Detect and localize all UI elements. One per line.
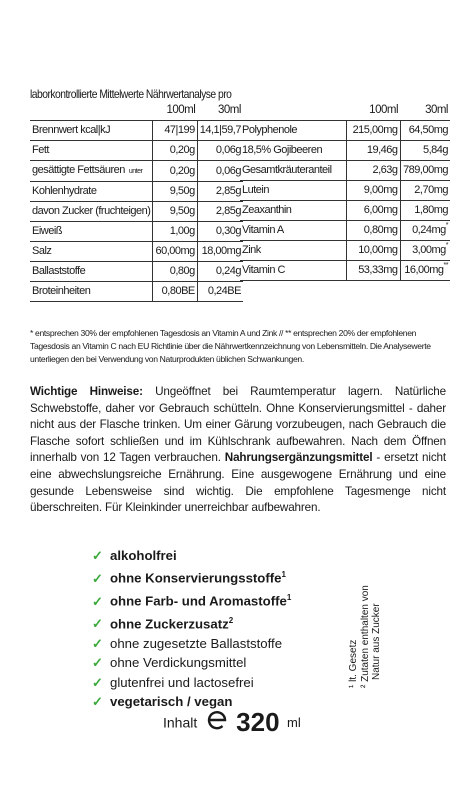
row-label-text: Fett (32, 144, 49, 156)
row-label (30, 141, 153, 161)
row-label (240, 161, 346, 181)
row-label (30, 242, 153, 262)
value-30ml-text: 1,80mg (414, 204, 448, 216)
table-header-row (240, 101, 450, 121)
value-30ml-text: 789,00mg (403, 164, 448, 176)
value-30ml (400, 221, 450, 241)
checklist-item (92, 565, 362, 588)
row-label (30, 182, 153, 202)
supplement-title: Nahrungsergänzungsmittel (224, 451, 373, 465)
value-30ml (197, 282, 243, 302)
checklist-item (92, 611, 362, 634)
value-30ml (197, 161, 243, 182)
row-label (240, 221, 346, 241)
nutrition-heading: laborkontrollierte Mittelwerte Nährwertanalyse pro (30, 87, 232, 101)
hints-text: Ungeöffnet bei Raumtemperatur lagern. Natürliche Schwebstoffe, daher vor Gebrauch schütteln. Ohne Konservierungsmittel - daher nicht aus der Flasche trinken. Um einer Gärung vorzubeugen, nach Gebrauch die Flasche sofort schließen und im Kühlschrank aufbewahren. Nach dem Öffnen innerhalb von 12 Tagen verbrauchen. (30, 385, 447, 465)
side-footnotes (348, 585, 383, 688)
value-30ml (400, 121, 450, 141)
table-row (240, 181, 450, 201)
value-100ml: 60,00mg (153, 242, 197, 262)
hints-title: Wichtige Hinweise: (30, 385, 143, 398)
row-label (30, 202, 153, 222)
value-30ml (197, 121, 243, 141)
table-row (240, 121, 450, 141)
table-row (30, 262, 243, 282)
nutrition-table-right (240, 101, 450, 281)
row-label-text: Lutein (242, 184, 269, 196)
row-label-text: Vitamin A (242, 224, 284, 236)
value-100ml: 0,20g (153, 161, 197, 182)
row-label-text: Broteinheiten (32, 285, 91, 297)
checklist-item (92, 673, 362, 692)
row-label-text: Zink (242, 244, 261, 256)
value-30ml (197, 262, 243, 282)
row-label-text: Vitamin C (242, 264, 285, 276)
side-footnote-1: ¹ lt. Gesetz (348, 639, 359, 688)
checklist-item (92, 546, 362, 565)
value-100ml: 9,00mg (346, 181, 400, 201)
row-label-note: unter (128, 168, 143, 175)
value-30ml (197, 242, 243, 262)
check-mark-icon: ✓ (92, 548, 104, 563)
table-row (240, 201, 450, 221)
row-label (30, 161, 153, 182)
volume-value: 320 (236, 707, 280, 737)
checklist-item-text: alkoholfrei (110, 548, 177, 563)
supplement-text: - ersetzt nicht eine abwechslungsreiche Ernährung. Eine ausgewogene Ernährung und eine gesunde Lebensweise sind wichtig. Die empfohlene Tagesmenge nicht überschreiten. Für Kleinkinder unerreichbar aufbewahren. (30, 451, 446, 515)
row-label-text: davon Zucker (fruchteigen) (32, 205, 151, 217)
value-30ml (400, 261, 450, 281)
value-30ml-text: 3,00mg (412, 244, 446, 256)
value-30ml (400, 241, 450, 261)
side-footnote-2-cont: Natur aus Zucker (371, 603, 382, 680)
value-30ml-text: 0,24BE (207, 285, 241, 297)
value-30ml-text: 16,00mg (404, 264, 444, 276)
content-volume (163, 707, 301, 738)
row-label (30, 121, 153, 141)
value-30ml (400, 201, 450, 221)
value-100ml: 0,80BE (153, 282, 197, 302)
value-100ml: 9,50g (153, 202, 197, 222)
row-label-text: Ballaststoffe (32, 265, 86, 277)
value-30ml (400, 181, 450, 201)
checklist-item-text: glutenfrei und lactosefrei (110, 674, 254, 690)
row-label (240, 121, 346, 141)
table-header-row (30, 101, 243, 121)
row-label-text: Brennwert kcal|kJ (32, 124, 111, 136)
row-label (240, 181, 346, 201)
value-30ml (197, 141, 243, 161)
checklist-item-text: ohne Zuckerzusatz (110, 616, 229, 632)
check-mark-icon: ✓ (92, 616, 104, 632)
table-row (240, 261, 450, 281)
value-30ml-text: 18,00mg (201, 245, 241, 257)
value-footnote-mark: * (445, 222, 448, 229)
value-30ml (197, 182, 243, 202)
check-mark-icon: ✓ (92, 674, 104, 690)
table-row (30, 282, 243, 302)
row-label-text: Salz (32, 245, 52, 257)
row-label-text: Gesamtkräuteranteil (242, 164, 332, 176)
estimated-sign-icon (206, 709, 228, 736)
row-label (240, 141, 346, 161)
table-header-cell: 30ml (218, 104, 241, 116)
table-row (30, 182, 243, 202)
check-mark-icon: ✓ (92, 570, 104, 586)
table-header-cell: 30ml (425, 104, 448, 116)
value-100ml: 19,46g (346, 141, 400, 161)
table-row (30, 141, 243, 161)
table-header-cell: 100ml (166, 104, 196, 116)
row-label-text: Eiweiß (32, 225, 63, 237)
checklist-item-footnote: 1 (281, 570, 286, 580)
value-30ml-text: 2,85g (215, 185, 241, 197)
value-100ml: 10,00mg (346, 241, 400, 261)
checklist-item-text: ohne zugesetzte Ballaststoffe (110, 635, 283, 651)
value-30ml-text: 0,06g (215, 144, 241, 156)
checklist-item-text: ohne Farb- und Aromastoffe (110, 593, 287, 609)
value-100ml: 2,63g (346, 161, 400, 181)
row-label-text: gesättigte Fettsäuren (32, 164, 125, 176)
value-30ml (400, 161, 450, 181)
feature-checklist (92, 546, 362, 711)
check-mark-icon: ✓ (92, 593, 104, 609)
row-label-text: Kohlenhydrate (32, 185, 97, 197)
value-30ml-text: 0,30g (215, 225, 241, 237)
value-30ml (400, 141, 450, 161)
value-100ml: 53,33mg (346, 261, 400, 281)
value-footnote-mark: ** (443, 262, 448, 269)
checklist-item (92, 588, 362, 611)
check-mark-icon: ✓ (92, 635, 104, 651)
value-100ml: 0,80g (153, 262, 197, 282)
row-label (30, 282, 153, 302)
footnote: * entsprechen 30% der empfohlenen Tagesdosis an Vitamin A und Zink // ** entsprechen 20% der empfohlenen Tagesdosis an Vitamin C nach EU Richtlinie über die Nährwertkennzeichnung von Lebensmitteln. Die Analysewerte unterliegen den bei Verwendung von Naturprodukten üblichen Schwankungen. (30, 328, 431, 364)
value-30ml (197, 222, 243, 242)
checklist-item (92, 634, 362, 653)
table-row (30, 121, 243, 141)
value-30ml-text: 2,70mg (414, 184, 448, 196)
table-row (30, 222, 243, 242)
checklist-item-text: ohne Konservierungsstoffe (110, 570, 282, 586)
important-notes (30, 384, 446, 517)
value-100ml: 9,50g (153, 182, 197, 202)
table-header-blank (30, 101, 153, 121)
table-header-cell: 100ml (369, 104, 398, 116)
checklist-item-footnote: 2 (228, 616, 234, 625)
table-header-blank (240, 101, 346, 121)
value-30ml-text: 2,85g (215, 205, 241, 217)
content-label: Inhalt (163, 714, 198, 731)
check-mark-icon: ✓ (92, 655, 104, 671)
value-footnote-mark: * (445, 242, 448, 249)
row-label-text: Polyphenole (242, 124, 298, 136)
row-label-text: Zeaxanthin (242, 204, 292, 216)
value-30ml-text: 0,06g (215, 164, 241, 177)
table-row (240, 221, 450, 241)
side-footnote-2: ² Zutaten enthalten von (359, 585, 371, 688)
value-100ml: 6,00mg (346, 201, 400, 221)
checklist-item-text: ohne Verdickungsmittel (110, 655, 247, 671)
table-row (30, 242, 243, 262)
volume-unit: ml (287, 715, 301, 730)
checklist-item-text: vegetarisch / vegan (110, 694, 233, 710)
row-label (30, 222, 153, 242)
table-row (240, 161, 450, 181)
nutrition-table-left (30, 101, 243, 302)
row-label (30, 262, 153, 282)
value-30ml-text: 64,50mg (408, 124, 448, 136)
value-30ml-text: 0,24mg (412, 224, 446, 236)
table-row (30, 202, 243, 222)
row-label (240, 261, 346, 281)
row-label-text: 18,5% Gojibeeren (242, 144, 323, 156)
value-30ml-text: 5,84g (422, 144, 448, 156)
checklist-item-footnote: 1 (286, 593, 292, 603)
row-label (240, 201, 346, 221)
value-30ml-text: 0,24g (215, 265, 241, 277)
value-100ml: 0,80mg (346, 221, 400, 241)
value-100ml: 0,20g (153, 141, 197, 161)
check-mark-icon: ✓ (92, 694, 104, 710)
value-100ml: 47|199 (153, 121, 197, 141)
checklist-item (92, 653, 362, 672)
table-row (240, 241, 450, 261)
value-30ml-text: 14,1|59,7 (199, 124, 241, 136)
value-30ml (197, 202, 243, 222)
value-100ml: 1,00g (153, 222, 197, 242)
value-100ml: 215,00mg (346, 121, 400, 141)
table-row (240, 141, 450, 161)
table-row (30, 161, 243, 182)
row-label (240, 241, 346, 261)
